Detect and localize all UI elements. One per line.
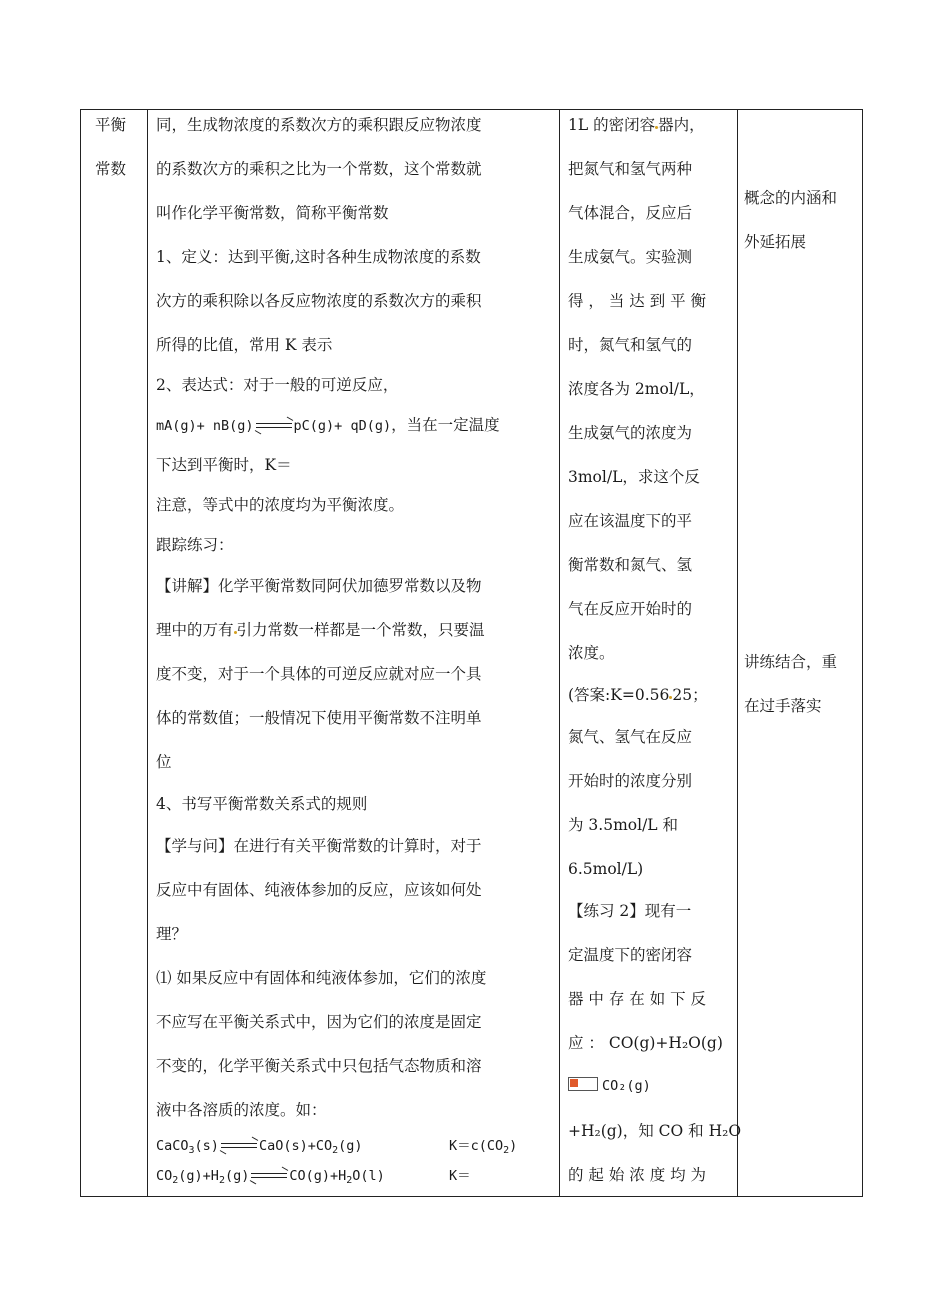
note-line: 在过手落实 (744, 697, 822, 715)
exercise-line: 开始时的浓度分别 (568, 772, 693, 790)
content-line: 【讲解】化学平衡常数同阿伏加德罗常数以及物 (156, 577, 482, 595)
content-table (80, 109, 863, 1197)
topic-column (81, 110, 147, 1196)
exercise-line: 器 中 存 在 如 下 反 (568, 990, 707, 1008)
content-line: 反应中有固体、纯液体参加的反应，应该如何处 (156, 881, 482, 899)
exercise-line: 气在反应开始时的 (568, 600, 693, 618)
exercise-line: 时，氮气和氢气的 (568, 336, 693, 354)
exercise-line: 6.5mol/L) (568, 860, 644, 878)
content-line: 理中的万有 引力常数一样都是一个常数，只要温 (156, 621, 485, 639)
exercise-line: 衡常数和氮气、氢 (568, 556, 693, 574)
exercise-line: +H₂(g)，知 CO 和 H₂O (568, 1122, 742, 1140)
content-line: 跟踪练习： (156, 536, 234, 554)
content-column (147, 110, 559, 1196)
exercise-line: CO₂(g) (568, 1075, 651, 1096)
content-line: 位 (156, 753, 172, 771)
exercise-column (559, 110, 742, 1196)
content-line: 叫作化学平衡常数，简称平衡常数 (156, 204, 389, 222)
content-line: 注意，等式中的浓度均为平衡浓度。 (156, 496, 405, 514)
content-line: 2、表达式：对于一般的可逆反应， (156, 376, 399, 394)
exercise-line: 把氮气和氢气两种 (568, 160, 693, 178)
content-line: 次方的乘积除以各反应物浓度的系数次方的乘积 (156, 292, 482, 310)
exercise-line: 应在该温度下的平 (568, 512, 693, 530)
exercise-line: 为 3.5mol/L 和 (568, 816, 679, 834)
content-line: 度不变，对于一个具体的可逆反应就对应一个具 (156, 665, 482, 683)
equation-products: pC(g)+ qD(g) (293, 418, 392, 434)
equilibrium-arrow-icon (256, 421, 292, 431)
equilibrium-arrow-icon (221, 1141, 257, 1151)
topic-line: 常数 (95, 160, 127, 178)
exercise-line: 气体混合，反应后 (568, 204, 693, 222)
equation-tail: ，当在一定温度 (391, 416, 500, 434)
exercise-line: 定温度下的密闭容 (568, 946, 693, 964)
exercise-line: 【练习 2】现有一 (568, 902, 692, 920)
exercise-line: 得 ， 当 达 到 平 衡 (568, 292, 707, 310)
exercise-line: 的 起 始 浓 度 均 为 (568, 1166, 707, 1184)
note-line: 概念的内涵和 (744, 189, 838, 207)
equation-caco3: CaCO$_3$(s) $CaO(s)+CO_2(g)$ (156, 1138, 363, 1156)
content-line: 体的常数值；一般情况下使用平衡常数不注明单 (156, 709, 482, 727)
content-line: 理？ (156, 925, 188, 943)
content-line: 的系数次方的乘积之比为一个常数，这个常数就 (156, 160, 482, 178)
k-expression: K＝ (449, 1168, 471, 1184)
exercise-answer: (答案:K=0.56 25； (568, 686, 708, 704)
equation-reactants: mA(g)+ nB(g) (156, 418, 254, 434)
exercise-line: 应 ： CO(g)+H₂O(g) (568, 1034, 723, 1052)
k-expression: $K=c(CO_2)$ (449, 1138, 518, 1156)
content-line: 所得的比值，常用 K 表示 (156, 336, 333, 354)
exercise-line: 浓度各为 2mol/L， (568, 380, 705, 398)
content-line: 下达到平衡时，K＝ (156, 456, 292, 474)
note-line: 外延拓展 (744, 233, 807, 251)
equation-co2: $CO_2(g)+H_2(g)$ $CO(g)+H_2O(l)$ (156, 1168, 385, 1186)
content-line: 不变的，化学平衡关系式中只包括气态物质和溶 (156, 1057, 482, 1075)
notes-column (737, 110, 864, 1196)
exercise-line: 3mol/L，求这个反 (568, 468, 700, 486)
content-line: 不应写在平衡关系式中，因为它们的浓度是固定 (156, 1013, 482, 1031)
topic-line: 平衡 (95, 116, 127, 134)
general-equation (156, 415, 500, 436)
content-line: ⑴ 如果反应中有固体和纯液体参加，它们的浓度 (156, 969, 487, 987)
equilibrium-arrow-icon (251, 1171, 287, 1181)
content-line: 液中各溶质的浓度。如： (156, 1101, 327, 1119)
exercise-line: 1L 的密闭容 器内， (568, 116, 705, 134)
exercise-line: 生成氨气的浓度为 (568, 424, 693, 442)
content-line: 1、定义：达到平衡,这时各种生成物浓度的系数 (156, 248, 481, 266)
content-line: 同，生成物浓度的系数次方的乘积跟反应物浓度 (156, 116, 482, 134)
exercise-line: 浓度。 (568, 644, 615, 662)
image-placeholder-icon (568, 1077, 598, 1091)
exercise-line: 氮气、氢气在反应 (568, 728, 693, 746)
note-line: 讲练结合，重 (744, 653, 838, 671)
content-line: 4、书写平衡常数关系式的规则 (156, 795, 368, 813)
content-line: 【学与问】在进行有关平衡常数的计算时，对于 (156, 837, 482, 855)
exercise-line: 生成氨气。实验测 (568, 248, 693, 266)
